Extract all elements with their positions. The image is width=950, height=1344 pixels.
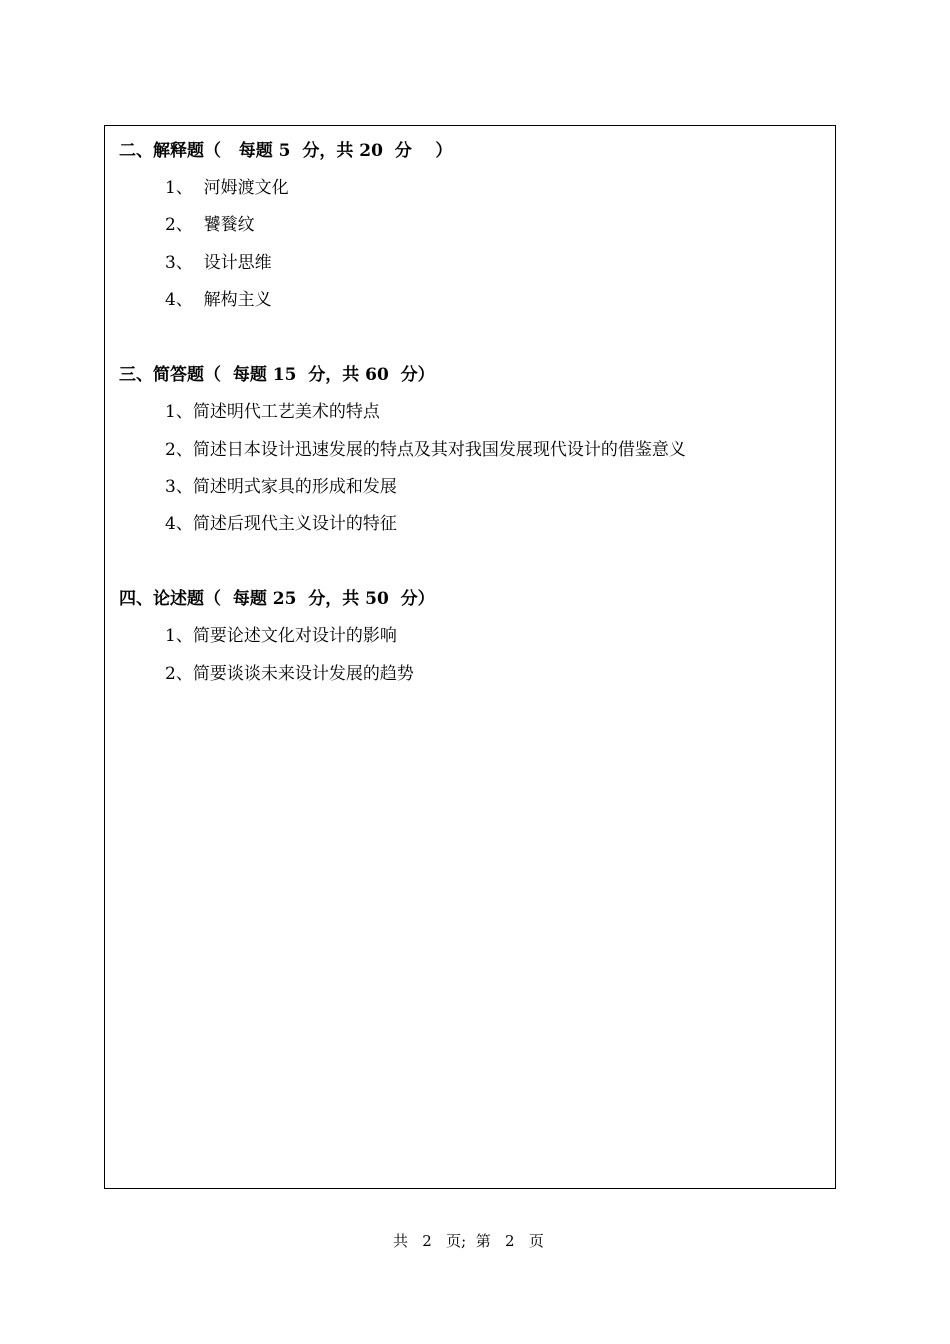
section-heading-short-answer: 三、简答题（ 每题 15 分，共 60 分） [119, 365, 435, 385]
question-item: 3、 设计思维 [165, 253, 272, 273]
section-heading-essay: 四、论述题（ 每题 25 分，共 50 分） [119, 589, 435, 609]
question-item: 2、简述日本设计迅速发展的特点及其对我国发展现代设计的借鉴意义 [165, 440, 686, 460]
question-item: 3、简述明式家具的形成和发展 [165, 477, 397, 497]
exam-question-box [104, 125, 836, 1189]
question-item: 1、简要论述文化对设计的影响 [165, 626, 397, 646]
question-item: 1、 河姆渡文化 [165, 178, 289, 198]
question-item: 2、 饕餮纹 [165, 215, 255, 235]
question-item: 4、 解构主义 [165, 290, 272, 310]
page-footer [0, 1211, 950, 1251]
section-heading-explanation: 二、解释题（ 每题 5 分，共 20 分 ） [119, 141, 453, 161]
question-item: 1、简述明代工艺美术的特点 [165, 402, 380, 422]
question-item: 4、简述后现代主义设计的特征 [165, 514, 397, 534]
question-item: 2、简要谈谈未来设计发展的趋势 [165, 664, 414, 684]
page-number-text: 共 2 页; 第 2 页 [393, 1232, 544, 1250]
